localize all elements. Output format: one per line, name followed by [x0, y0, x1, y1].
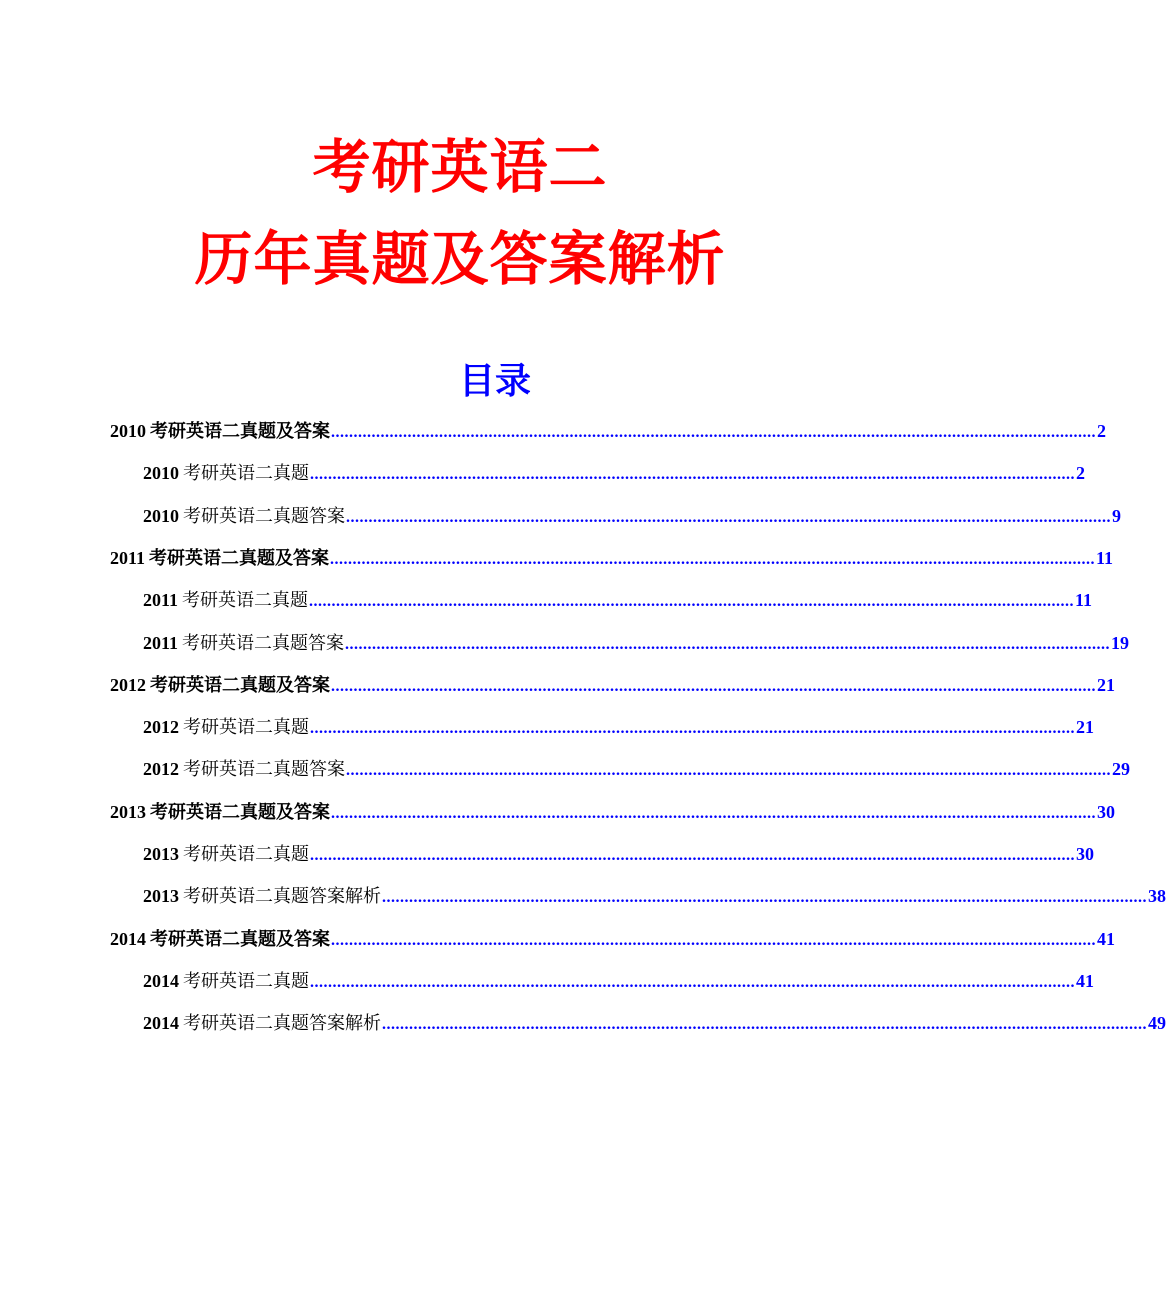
toc-entry-label: [110, 541, 329, 576]
toc-page-number[interactable]: 29: [1112, 759, 1130, 780]
toc-entry[interactable]: [143, 964, 1094, 998]
toc-dot-leader: ..........................................................................................................................................................................: [382, 1016, 1147, 1034]
toc-entry[interactable]: [143, 499, 1121, 533]
toc-entry-label: [143, 879, 381, 914]
toc-entry-year: 2010: [110, 421, 146, 441]
toc-entry-year: 2014: [143, 1013, 179, 1034]
toc-entry-year: 2011: [110, 547, 146, 568]
toc-entry[interactable]: [110, 541, 1114, 575]
toc-page-number[interactable]: 30: [1076, 844, 1094, 864]
toc-dot-leader: ..........................................................................................................................................................................: [345, 635, 1111, 653]
toc-entry-year: 2013: [110, 801, 146, 822]
toc-entry-title: 考研英语二真题答案解析: [183, 886, 381, 908]
toc-entry-title: 考研英语二真题答案: [183, 505, 345, 527]
toc-page-number[interactable]: 21: [1097, 674, 1115, 695]
toc-dot-leader: ..........................................................................................................................................................................: [346, 508, 1111, 526]
toc-entry[interactable]: [143, 879, 1166, 913]
toc-heading: 目录: [458, 361, 531, 402]
toc-dot-leader: ..........................................................................................................................................................................: [382, 889, 1147, 907]
toc-entry-title: 考研英语二真题答案解析: [183, 1013, 381, 1035]
toc-dot-leader: ..........................................................................................................................................................................: [330, 550, 1096, 568]
toc-dot-leader: ..........................................................................................................................................................................: [309, 593, 1075, 611]
toc-entry-year: 2010: [143, 505, 179, 526]
toc-page-number[interactable]: 11: [1096, 547, 1114, 568]
toc-entry-year: 2013: [143, 844, 179, 864]
toc-entry-year: 2013: [143, 886, 179, 907]
toc-dot-leader: ..........................................................................................................................................................................: [331, 804, 1096, 822]
toc-entry-label: [143, 964, 309, 999]
toc-dot-leader: ..........................................................................................................................................................................: [310, 847, 1075, 864]
toc-entry[interactable]: [110, 922, 1115, 956]
toc-page-number[interactable]: 38: [1148, 886, 1166, 907]
document-title-line-1: 考研英语二: [312, 133, 608, 201]
toc-dot-leader: ..........................................................................................................................................................................: [331, 931, 1096, 949]
toc-entry-label: [143, 456, 309, 491]
toc-dot-leader: ..........................................................................................................................................................................: [331, 424, 1096, 441]
toc-entry-label: [143, 499, 345, 534]
toc-entry-year: 2014: [110, 928, 146, 949]
toc-entry[interactable]: [143, 583, 1093, 617]
toc-entry-label: [143, 626, 344, 661]
toc-entry-label: [143, 752, 345, 787]
toc-entry-title: 考研英语二真题: [183, 844, 309, 865]
toc-page-number[interactable]: 9: [1112, 505, 1121, 526]
toc-entry-year: 2012: [110, 674, 146, 695]
toc-dot-leader: ..........................................................................................................................................................................: [310, 466, 1075, 484]
toc-entry-label: [110, 922, 330, 957]
toc-entry-title: 考研英语二真题: [183, 717, 309, 739]
toc-entry-title: 考研英语二真题及答案: [150, 928, 330, 950]
toc-page-number[interactable]: 2: [1097, 421, 1106, 441]
toc-page-number[interactable]: 41: [1097, 928, 1115, 949]
toc-entry[interactable]: [143, 1006, 1166, 1040]
toc-entry[interactable]: [110, 414, 1106, 448]
toc-dot-leader: ..........................................................................................................................................................................: [310, 973, 1075, 991]
toc-dot-leader: ..........................................................................................................................................................................: [331, 677, 1096, 695]
toc-entry-title: 考研英语二真题及答案: [150, 674, 330, 696]
toc-entry-title: 考研英语二真题: [183, 463, 309, 485]
toc-entry-label: [110, 414, 330, 449]
toc-entry-label: [143, 583, 308, 618]
toc-entry[interactable]: [143, 626, 1130, 660]
toc-entry-year: 2012: [143, 717, 179, 738]
toc-entry[interactable]: [143, 710, 1094, 744]
toc-entry-title: 考研英语二真题: [183, 970, 309, 992]
toc-dot-leader: ..........................................................................................................................................................................: [346, 762, 1111, 780]
toc-page-number[interactable]: 49: [1148, 1013, 1166, 1034]
toc-page-number[interactable]: 41: [1076, 970, 1094, 991]
document-title-line-2: 历年真题及答案解析: [194, 225, 726, 293]
toc-entry-title: 考研英语二真题: [182, 590, 309, 612]
toc-dot-leader: ..........................................................................................................................................................................: [310, 720, 1075, 738]
toc-entry-label: [110, 668, 330, 703]
toc-page-number[interactable]: 11: [1075, 590, 1093, 611]
toc-entry[interactable]: [110, 795, 1115, 829]
toc-entry[interactable]: [143, 456, 1085, 490]
toc-entry-year: 2014: [143, 970, 179, 991]
toc-entry[interactable]: [143, 752, 1130, 786]
toc-entry-year: 2011: [143, 590, 179, 611]
toc-entry-year: 2011: [143, 632, 179, 653]
toc-entry-title: 考研英语二真题及答案: [149, 547, 330, 569]
toc-entry-label: [143, 837, 309, 872]
toc-entry[interactable]: [143, 837, 1094, 871]
toc-entry-year: 2010: [143, 463, 179, 484]
toc-entry-label: [110, 795, 330, 830]
toc-page-number[interactable]: 19: [1111, 632, 1130, 653]
toc-page-number[interactable]: 2: [1076, 463, 1085, 484]
toc-entry-title: 考研英语二真题答案: [183, 759, 345, 781]
toc-page-number[interactable]: 21: [1076, 717, 1094, 738]
toc-entry[interactable]: [110, 668, 1115, 702]
toc-entry-title: 考研英语二真题及答案: [150, 801, 330, 823]
toc-entry-title: 考研英语二真题答案: [182, 632, 345, 654]
toc-entry-year: 2012: [143, 759, 179, 780]
toc-entry-title: 考研英语二真题及答案: [150, 421, 330, 442]
toc-page-number[interactable]: 30: [1097, 801, 1115, 822]
toc-entry-label: [143, 1006, 381, 1041]
toc-entry-label: [143, 710, 309, 745]
